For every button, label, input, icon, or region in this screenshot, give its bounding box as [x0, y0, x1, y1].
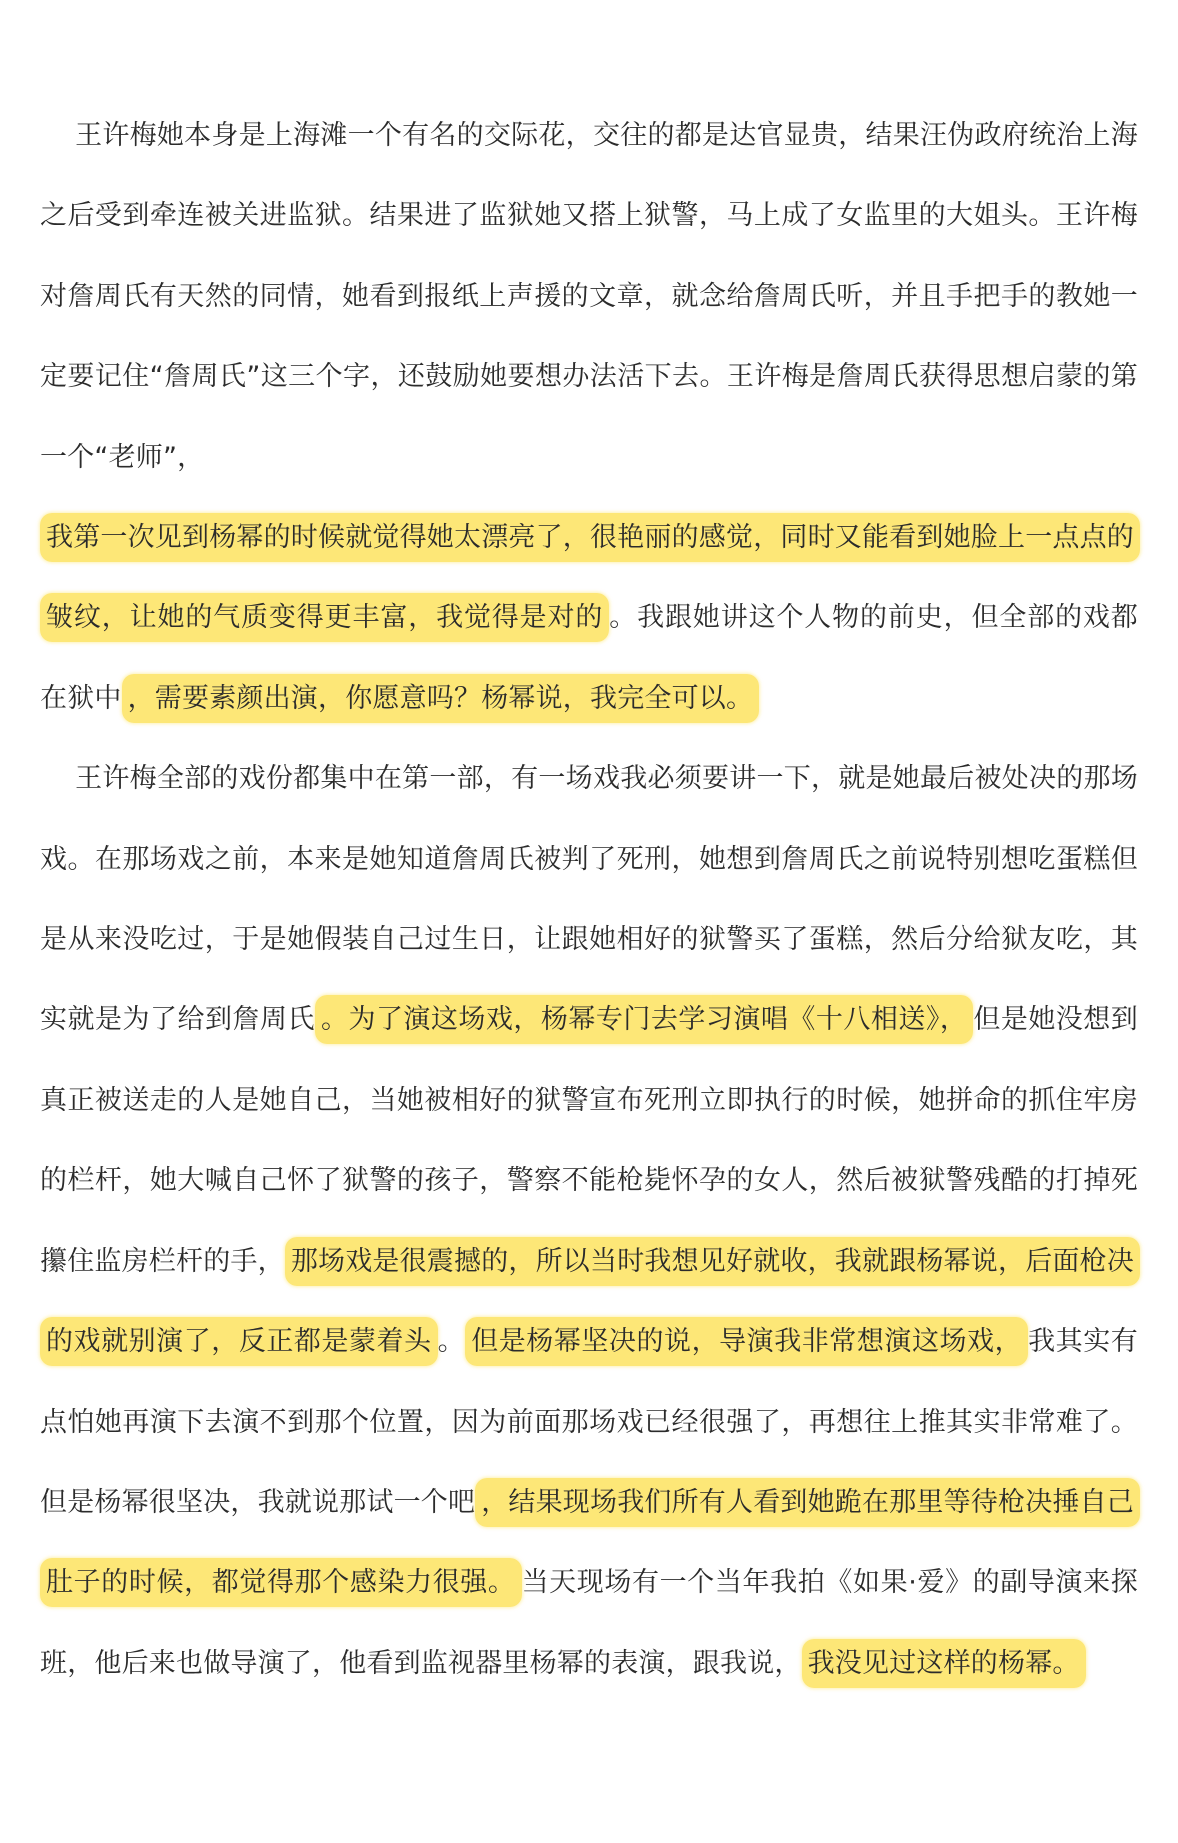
- text-segment: 我其实有点怕她再演下去演不到那个位置，因为前面那场戏已经很强了，再想往上推其实非常难了。但是杨幂很坚决，我就说那试一个吧: [40, 1326, 1138, 1518]
- text-segment: 。: [437, 1326, 466, 1358]
- paragraph-3: [40, 739, 1138, 1704]
- text-segment: 但是她没想到真正被送走的人是她自己，当她被相好的狱警宣布死刑立即执行的时候，她拼命的抓住牢房的栏杆，她大喊自己怀了狱警的孩子，警察不能枪毙怀孕的女人，然后被狱警残酷的打掉死攥住监房栏杆的手，: [40, 1004, 1139, 1277]
- paragraph-2: [40, 498, 1138, 739]
- text-segment: 当天现场有一个当年我拍《如果·爱》的副导演来探班，他后来也做导演了，他看到监视器里杨幂的表演，跟我说，: [40, 1567, 1138, 1679]
- text-segment: 。我跟她讲这个人物的前史，但全部的戏都在狱中: [40, 602, 1138, 714]
- highlighted-text: 那场戏是很震撼的，所以当时我想见好就收，我就跟杨幂说，后面枪决的戏就别演了，反正都是蒙着头: [40, 1237, 1140, 1366]
- text-segment: 王许梅她本身是上海滩一个有名的交际花，交往的都是达官显贵，结果汪伪政府统治上海之后受到牵连被关进监狱。结果进了监狱她又搭上狱警，马上成了女监里的大姐头。王许梅对詹周氏有天然的同情，她看到报纸上声援的文章，就念给詹周氏听，并且手把手的教她一定要记住“詹周氏”这三个字，还鼓励她要想办法活下去。王许梅是詹周氏获得思想启蒙的第一个“老师”，: [40, 120, 1138, 473]
- paragraph-1: [40, 96, 1138, 498]
- highlighted-text: ，结果现场我们所有人看到她跪在那里等待枪决捶自己肚子的时候，都觉得那个感染力很强。: [40, 1478, 1140, 1607]
- highlighted-text: ，需要素颜出演，你愿意吗？杨幂说，我完全可以。: [122, 674, 760, 723]
- text-segment: 王许梅全部的戏份都集中在第一部，有一场戏我必须要讲一下，就是她最后被处决的那场戏。在那场戏之前，本来是她知道詹周氏被判了死刑，她想到詹周氏之前说特别想吃蛋糕但是从来没吃过，于是她假装自己过生日，让跟她相好的狱警买了蛋糕，然后分给狱友吃，其实就是为了给到詹周氏: [40, 763, 1138, 1036]
- highlighted-text: 。为了演这场戏，杨幂专门去学习演唱《十八相送》，: [315, 995, 973, 1044]
- highlighted-text: 但是杨幂坚决的说，导演我非常想演这场戏，: [465, 1317, 1028, 1366]
- highlighted-text: 我没见过这样的杨幂。: [802, 1639, 1086, 1688]
- highlighted-text: 我第一次见到杨幂的时候就觉得她太漂亮了，很艳丽的感觉，同时又能看到她脸上一点点的皱纹，让她的气质变得更丰富，我觉得是对的: [40, 513, 1140, 642]
